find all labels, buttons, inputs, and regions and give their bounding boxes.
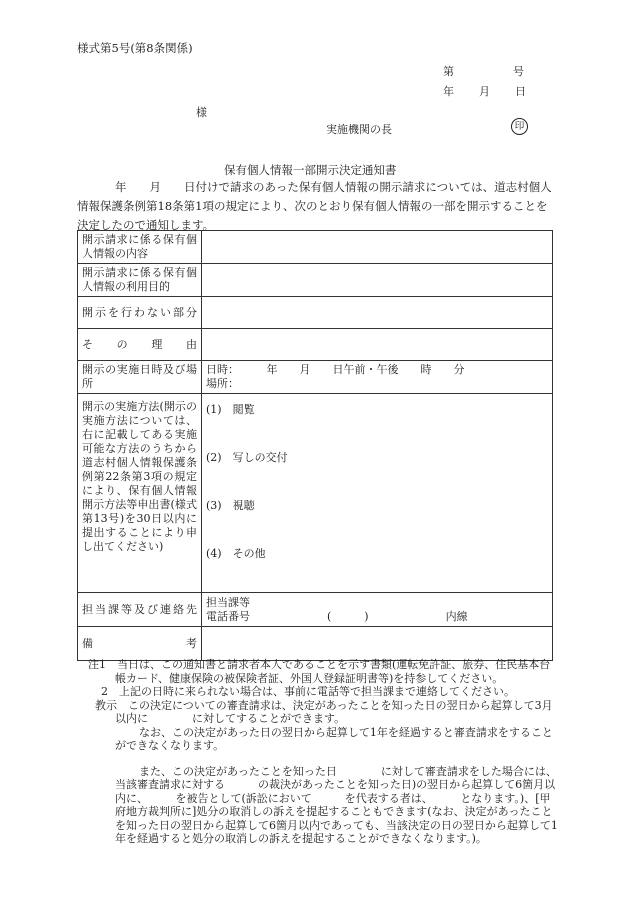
table-row (78, 394, 553, 593)
dept-line: 担当課等 (206, 595, 250, 609)
row-label: 備 考 (78, 627, 202, 661)
place-line: 場所： (206, 377, 239, 390)
method-item: (3) 視聴 (206, 499, 255, 512)
sender: 実施機関の長 (326, 123, 392, 136)
row-value (202, 627, 553, 661)
phone-line: 電話番号 ( ) 内線 (206, 609, 468, 623)
table-row (78, 231, 553, 264)
addressee: 様 (196, 106, 207, 119)
method-item: (4) その他 (206, 547, 266, 560)
row-value (202, 593, 553, 627)
form-number: 様式第5号(第8条関係) (77, 41, 193, 55)
row-value (202, 231, 553, 264)
number-prefix: 第 (443, 65, 454, 78)
table-row (78, 329, 553, 361)
row-label: そ の 理 由 (78, 329, 202, 361)
table-row (78, 297, 553, 329)
number-suffix: 号 (513, 65, 524, 78)
row-label: 開示請求に係る保有個人情報の内容 (78, 231, 202, 264)
table-row (78, 593, 553, 627)
row-value (202, 329, 553, 361)
date-year: 年 (443, 85, 454, 98)
document-date (443, 83, 551, 99)
seal-mark: 印 (511, 118, 528, 135)
row-label: 開示請求に係る保有個人情報の利用目的 (78, 264, 202, 297)
row-label: 開示の実施日時及び場所 (78, 361, 202, 394)
notes-section (88, 658, 558, 846)
row-value (202, 264, 553, 297)
row-value (202, 297, 553, 329)
row-label: 開示の実施方法(開示の実施方法については、右に記載してある実施可能な方法のうちから道志村個人情報保護条例第22条第3項の規定により、保有個人情報開示方法等申出書(様式第13号)を30日以内に提出することにより申し出てください) (78, 394, 202, 593)
method-item: (2) 写しの交付 (206, 451, 288, 464)
datetime-line: 日時： 年 月 日午前・午後 時 分 (206, 363, 465, 376)
method-item: (1) 閲覧 (206, 403, 255, 416)
teaching-3: また、この決定があったことを知った日 に対して審査請求をした場合には、当該審査請求に対する の裁決があったことを知った日)の翌日から起算して6箇月以内に、 を被告として(訴訟において を代表する者は、 となります。)、[甲府地方裁判所に]処分の取消しの訴えを提起することもできます(なお、決定があったことを知った日の翌日から起算して6箇月以内であっても、当該決定の日の翌日から起算して1年を経過すると処分の取消しの訴えを提起することができなくなります。)。 (115, 764, 558, 845)
row-label: 開示を行わない部分 (78, 297, 202, 329)
disclosure-table (77, 230, 553, 661)
intro-paragraph: 年 月 日付けで請求のあった保有個人情報の開示請求については、道志村個人情報保護条例第18条第1項の規定により、次のとおり保有個人情報の一部を開示することを決定したので通知します。 (77, 180, 552, 232)
row-value (202, 361, 553, 394)
teaching-1: 教示 この決定についての審査請求は、決定があったことを知った日の翌日から起算して3月以内に に対してすることができます。 (95, 698, 553, 725)
teaching-2: なお、この決定があった日の翌日から起算して1年を経過すると審査請求をすることができなくなります。 (115, 725, 553, 752)
row-value (202, 394, 553, 593)
document-number (443, 63, 524, 79)
note-2: 2 上記の日時に来られない場合は、事前に電話等で担当課まで連絡してください。 (101, 685, 515, 698)
note-1: 注1 当日は、この通知書と請求者本人であることを示す書類(運転免許証、旅券、住民基本台帳カード、健康保険の被保険者証、外国人登録証明書等)を持参してください。 (88, 658, 551, 685)
table-row (78, 627, 553, 661)
date-day: 日 (515, 85, 526, 98)
date-month: 月 (479, 85, 490, 98)
table-row (78, 264, 553, 297)
table-row (78, 361, 553, 394)
document-title: 保有個人情報一部開示決定通知書 (224, 163, 397, 177)
row-label: 担当課等及び連絡先 (78, 593, 202, 627)
